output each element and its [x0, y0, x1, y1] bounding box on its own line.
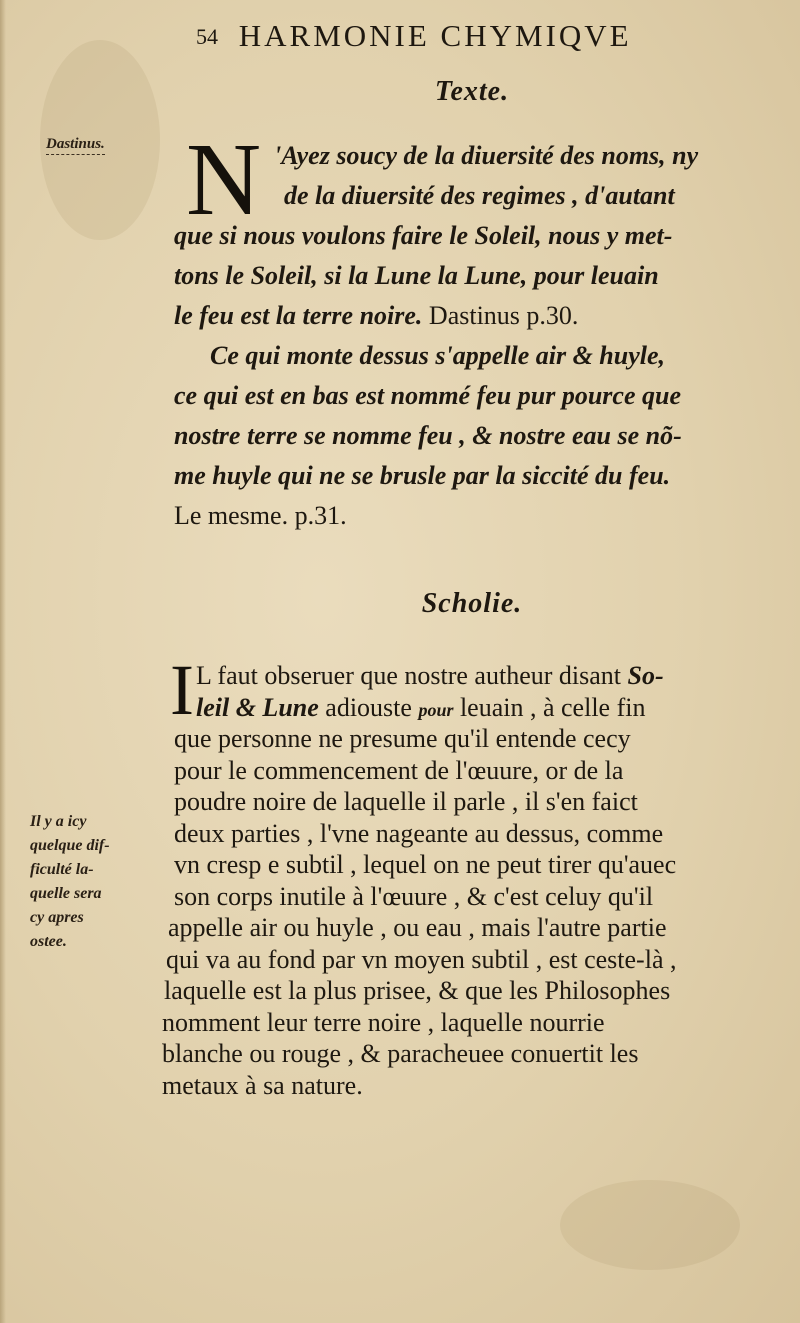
section-heading-texte: Texte. — [434, 76, 510, 107]
section-heading-scholie: Scholie. — [421, 588, 523, 619]
marginal-note-dastinus: Dastinus. — [46, 136, 105, 155]
text-line: deux parties , l'vne nageante au dessus, comme — [174, 818, 664, 848]
text-line: laquelle est la plus prisee, & que les Philosophes — [164, 976, 671, 1005]
text-line: de la diuersité des regimes , d'autant — [284, 181, 675, 210]
text-line: vn cresp e subtil , lequel on ne peut tirer qu'auec — [174, 850, 677, 879]
text-line: nomment leur terre noire , laquelle nourrie — [162, 1007, 605, 1037]
text-line: le feu est la terre noire. Dastinus p.30. — [174, 301, 579, 330]
text-line: L faut obseruer que nostre autheur disant So- — [196, 661, 664, 690]
text-line: poudre noire de laquelle il parle , il s'en faict — [174, 787, 638, 816]
text-line: Ce qui monte dessus s'appelle air & huyle, — [210, 341, 666, 370]
text-line: tons le Soleil, si la Lune la Lune, pour leuain — [174, 261, 659, 290]
text-line: qui va au fond par vn moyen subtil , est ceste-là , — [166, 944, 677, 974]
text-line: nostre terre se nomme feu , & nostre eau se nõ- — [174, 421, 682, 450]
text-line: son corps inutile à l'œuure , & c'est celuy qu'il — [174, 881, 654, 911]
marginal-note-difficulte: Il y a icy quelque dif- ficulté la- quelle sera cy apres ostee. — [30, 813, 110, 950]
text-line: que personne ne presume qu'il entende cecy — [174, 724, 631, 753]
page-gutter-shadow — [0, 0, 6, 1323]
text-line: me huyle qui ne se brusle par la siccité du feu. — [174, 461, 671, 490]
text-line: que si nous voulons faire le Soleil, nous y met- — [174, 221, 673, 250]
drop-cap-n: N — [186, 122, 262, 237]
text-line: ce qui est en bas est nommé feu pur pource que — [174, 381, 681, 410]
text-line: appelle air ou huyle , ou eau , mais l'autre partie — [168, 913, 667, 942]
text-line: 'Ayez soucy de la diuersité des noms, ny — [274, 141, 699, 170]
running-header — [196, 12, 776, 60]
page-number: 54 — [196, 24, 218, 49]
running-title: HARMONIE CHYMIQVE — [238, 18, 632, 53]
text-line: leil & Lune adiouste pour leuain , à celle fin — [196, 692, 646, 722]
text-line: metaux à sa nature. — [162, 1070, 363, 1100]
text-line: pour le commencement de l'œuure, or de la — [174, 755, 624, 785]
text-line: Le mesme. p.31. — [174, 501, 347, 530]
scholie-body — [162, 660, 794, 1101]
drop-cap-i: I — [170, 650, 194, 730]
paper-stain — [560, 1180, 740, 1270]
texte-body — [174, 136, 794, 536]
text-line: blanche ou rouge , & paracheuee conuertit les — [162, 1039, 639, 1068]
